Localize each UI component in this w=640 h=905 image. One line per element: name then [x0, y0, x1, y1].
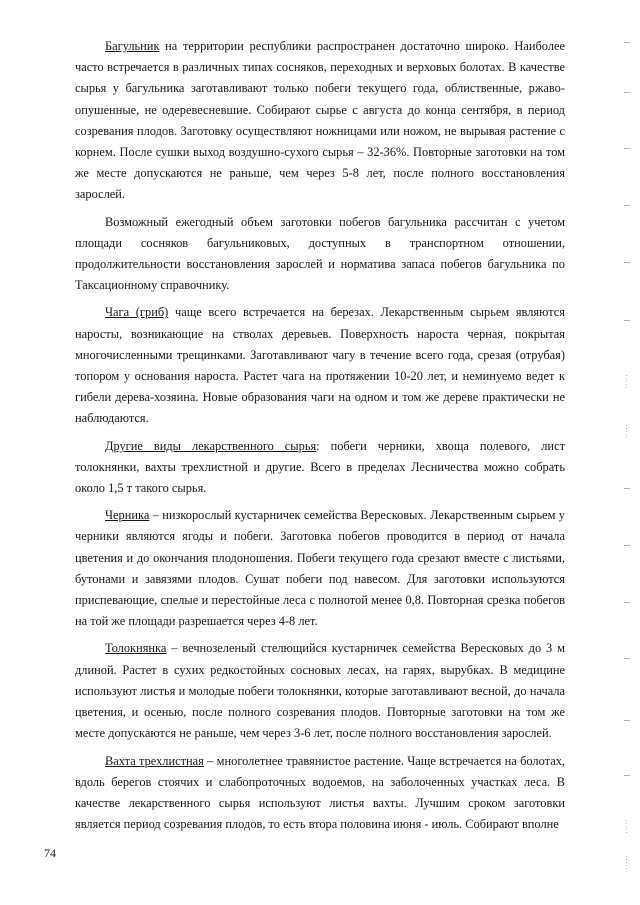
paragraph-text: : побеги черники, хвоща полевого, лист толокнянки, вахты трехлистной и другие. Всего в пределах Лесничества можно собрать около 1,5 т такого сырья.	[75, 438, 565, 496]
term-bagulnik: Багульник	[105, 39, 160, 53]
paragraph-chaga	[75, 302, 565, 429]
document-body	[75, 36, 565, 841]
paragraph-bagulnik	[75, 36, 565, 206]
paragraph-text: – низкорослый кустарничек семейства Вересковых. Лекарственным сырьем у черники являются ягоды и побеги. Заготовка побегов проводится в период от начала цветения и до окончания плодоношения. Побеги текущего года срезают вместе с листьями, бутонами и завязями плодов. Сушат побеги под навесом. Для заготовки используются приспевающие, спелые и перестойные леса с полнотой менее 0,8. Повторная срезка побегов на той же площади разрешается через 4-8 лет.	[75, 508, 565, 629]
paragraph-text: чаще всего встречается на березах. Лекарственным сырьем являются наросты, возникающие на стволах деревьев. Поверхность нароста черная, покрытая многочисленными трещинками. Заготавливают чагу в течение всего года, срезая (отрубая) топором у основания нароста. Растет чага на протяжении 10-20 лет, и неминуемо ведет к гибели дерева-хозяина. Новые образования чаги на одном и том же дереве практически не наблюдаются.	[75, 305, 565, 426]
paragraph-text: – вечнозеленый стелющийся кустарничек семейства Вересковых до 3 м длиной. Растет в сухих редкостойных сосновых лесах, на гарях, вырубках. В медицине используют листья и молодые побеги толокнянки, которые заготавливают весной, до начала цветения, и осенью, после полного созревания плодов. Повторные заготовки на том же месте допускаются не раньше, чем через 3-6 лет, после полного восстановления зарослей.	[75, 641, 565, 741]
paragraph-volume	[75, 212, 565, 297]
page-number: 74	[44, 846, 56, 860]
term-chaga: Чага (гриб)	[105, 305, 169, 320]
paragraph-text: – многолетнее травянистое растение. Чаще встречается на болотах, вдоль берегов стоячих и слабопроточных водоемов, на заболоченных участках леса. В качестве лекарственного сырья используют листья вахты. Лучшим сроком заготовки является период созревания плодов, то есть втора половина июня - июль. Собирают вполне	[75, 753, 565, 832]
paragraph-other-types	[75, 436, 565, 500]
margin-scan-marks	[620, 30, 630, 880]
paragraph-text: на территории республики распространен достаточно широко. Наиболее часто встречается в различных типах сосняков, переходных и верховых болотах. В качестве сырья у багульника заготавливают только побеги текущего года, облиственные, ржаво-опушенные, не одеревесневшие. Собирают сырье с августа до конца сентября, в период созревания плодов. Заготовку осуществляют ножницами или ножом, не вырывая растение с корнем. После сушки выход воздушно-сухого сырья – 32-36%. Повторные заготовки на том же месте допускаются не раньше, чем через 5-8 лет, после полного восстановления зарослей.	[75, 39, 565, 202]
term-other-types: Другие виды лекарственного сырья	[105, 438, 317, 453]
paragraph-toloknyanka	[75, 638, 565, 744]
paragraph-chernika	[75, 505, 565, 632]
paragraph-text: Возможный ежегодный объем заготовки побегов багульника рассчитан с учетом площади сосняков багульниковых, доступных в транспортном отношении, продолжительности восстановления зарослей и норматива запаса побегов багульника по Таксационному справочнику.	[75, 214, 565, 293]
term-chernika: Черника	[105, 508, 150, 523]
paragraph-vakhta	[75, 751, 565, 836]
term-vakhta: Вахта трехлистная	[105, 753, 204, 768]
term-toloknyanka: Толокнянка	[105, 641, 167, 656]
